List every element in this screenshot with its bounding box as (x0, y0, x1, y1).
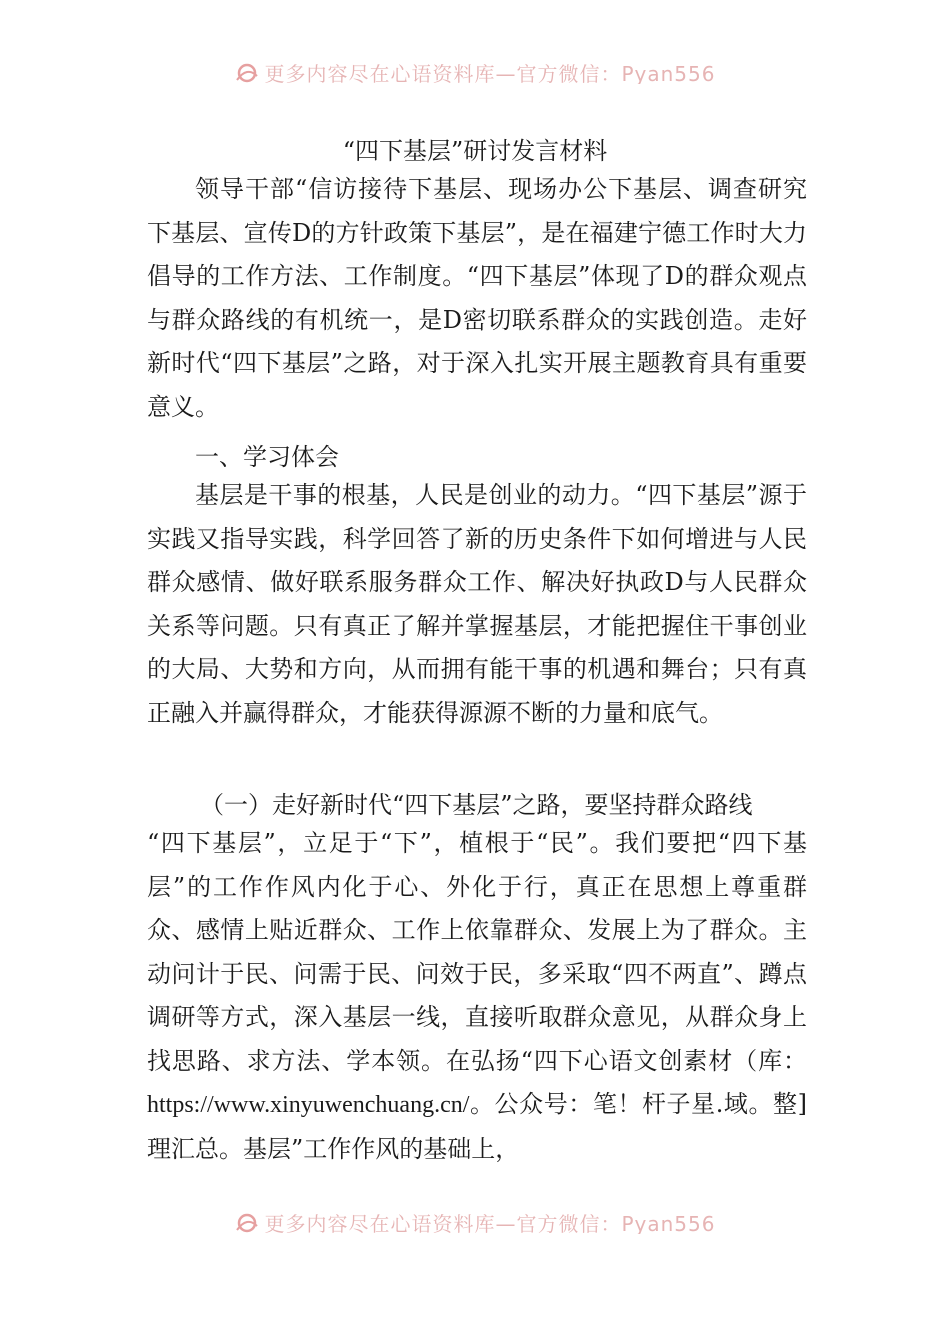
watermark-text: 更多内容尽在心语资料库—官方微信：Pyan556 (264, 62, 716, 84)
watermark-top (0, 58, 950, 84)
document-title: “四下基层”研讨发言材料 (342, 137, 608, 165)
source-url: https://www.xinyuwenchuang.cn/ (147, 1092, 470, 1118)
watermark-bottom (0, 1208, 950, 1234)
section-heading-1: 一、学习体会 (195, 443, 339, 471)
subsection1-text-b: 。公众号：笔！杆子星.域。整]理汇总。基层”工作作风的基础上， (147, 1090, 807, 1163)
watermark-text: 更多内容尽在心语资料库—官方微信：Pyan556 (264, 1212, 716, 1234)
subsection1-paragraph (147, 822, 807, 1171)
section1-paragraph: 基层是干事的根基，人民是创业的动力。“四下基层”源于实践又指导实践，科学回答了新的历史条件下如何增进与人民群众感情、做好联系服务群众工作、解决好执政D与人民群众关系等问题。只有真正了解并掌握基层，才能把握住干事创业的大局、大势和方向，从而拥有能干事的机遇和舞台；只有真正融入并赢得群众，才能获得源源不断的力量和底气。 (147, 481, 807, 727)
subsection-heading-1: （一）走好新时代“四下基层”之路，要坚持群众路线 (200, 791, 753, 819)
watermark-logo-icon (234, 62, 260, 84)
subsection1-text-a: “四下基层”，立足于“下”，植根于“民”。我们要把“四下基层”的工作作风内化于心、外化于行，真正在思想上尊重群众、感情上贴近群众、工作上依靠群众、发展上为了群众。主动问计于民、问需于民、问效于民，多采取“四不两直”、蹲点调研等方式，深入基层一线，直接听取群众意见，从群众身上找思路、求方法、学本领。在弘扬“四下心语文创素材（库： (147, 829, 807, 1075)
watermark-logo-icon (234, 1212, 260, 1234)
intro-paragraph: 领导干部“信访接待下基层、现场办公下基层、调查研究下基层、宣传D的方针政策下基层”，是在福建宁德工作时大力倡导的工作方法、工作制度。“四下基层”体现了D的群众观点与群众路线的有机统一，是D密切联系群众的实践创造。走好新时代“四下基层”之路，对于深入扎实开展主题教育具有重要意义。 (147, 175, 807, 421)
